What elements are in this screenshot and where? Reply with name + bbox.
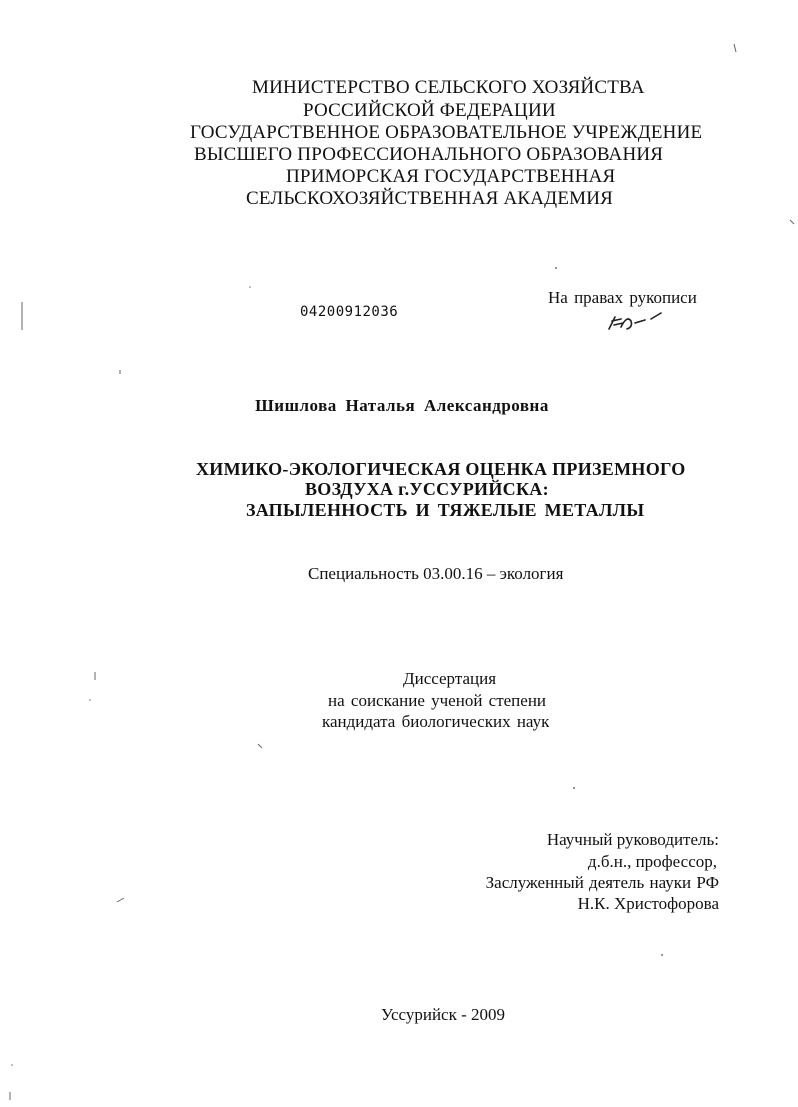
institution-line-4: ВЫСШЕГО ПРОФЕССИОНАЛЬНОГО ОБРАЗОВАНИЯ (194, 144, 664, 165)
institution-line-5: ПРИМОРСКАЯ ГОСУДАРСТВЕННАЯ (286, 166, 616, 187)
institution-line-2: РОССИЙСКОЙ ФЕДЕРАЦИИ (303, 100, 556, 121)
title-line-2: ВОЗДУХА г.УССУРИЙСКА: (305, 479, 549, 499)
institution-line-6: СЕЛЬСКОХОЗЯЙСТВЕННАЯ АКАДЕМИЯ (246, 188, 614, 209)
signature-mark (605, 307, 665, 333)
specialty: Специальность 03.00.16 – экология (308, 564, 564, 583)
institution-line-1: МИНИСТЕРСТВО СЕЛЬСКОГО ХОЗЯЙСТВА (252, 77, 645, 98)
catalog-number: 04200912036 (300, 304, 399, 320)
title-line-3: ЗАПЫЛЕННОСТЬ И ТЯЖЕЛЫЕ МЕТАЛЛЫ (246, 500, 645, 520)
supervisor-heading: Научный руководитель: (546, 830, 719, 849)
manuscript-rights: На правах рукописи (548, 288, 697, 307)
dissertation-line-1: Диссертация (403, 669, 497, 688)
place-and-year: Уссурийск - 2009 (381, 1005, 506, 1024)
supervisor-name: Н.К. Христофорова (577, 894, 719, 913)
institution-line-3: ГОСУДАРСТВЕННОЕ ОБРАЗОВАТЕЛЬНОЕ УЧРЕЖДЕНИЕ (190, 122, 703, 143)
dissertation-line-3: кандидата биологических наук (322, 712, 550, 731)
author-name: Шишлова Наталья Александровна (255, 396, 549, 415)
supervisor-degree: д.б.н., профессор, (587, 852, 717, 871)
dissertation-line-2: на соискание ученой степени (328, 691, 547, 710)
title-line-1: ХИМИКО-ЭКОЛОГИЧЕСКАЯ ОЦЕНКА ПРИЗЕМНОГО (196, 459, 686, 479)
supervisor-honor: Заслуженный деятель науки РФ (485, 873, 719, 892)
